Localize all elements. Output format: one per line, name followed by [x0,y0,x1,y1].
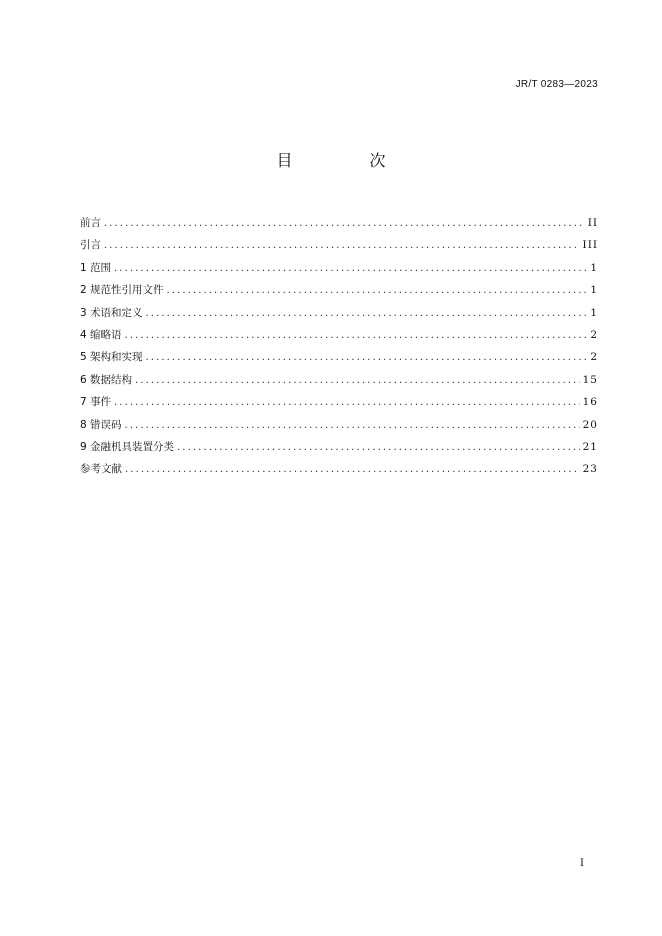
toc-dot-leader [104,213,585,235]
toc-entry-terms-definitions[interactable] [80,302,598,324]
toc-entry-page: 1 [590,306,598,319]
toc-entry-scope[interactable] [80,257,598,279]
toc-dot-leader [135,370,580,392]
toc-title: 目 次 [276,151,422,170]
toc-entry-page: 15 [582,373,598,386]
toc-dot-leader [114,258,587,280]
toc-entry-label: 参考文献 [80,463,122,476]
toc-dot-leader [125,459,580,481]
toc-entry-page: II [587,217,598,229]
toc-dot-leader [104,235,580,257]
toc-entry-label: 3 术语和定义 [80,306,143,319]
toc-entry-device-classification[interactable] [80,436,598,458]
toc-entry-events[interactable] [80,391,598,413]
toc-dot-leader [167,280,588,302]
toc-entry-page: 2 [590,351,598,364]
toc-entry-normative-references[interactable] [80,279,598,301]
toc-entry-label: 2 规范性引用文件 [80,284,164,297]
toc-entry-page: 1 [590,284,598,297]
toc-dot-leader [177,437,580,459]
toc-entry-label: 6 数据结构 [80,373,133,386]
toc-entry-introduction[interactable] [80,234,598,256]
table-of-contents [80,212,598,481]
standard-code: JR/T 0283—2023 [515,79,598,90]
toc-entry-page: 23 [582,463,598,476]
toc-entry-label: 1 范围 [80,261,112,274]
toc-entry-foreword[interactable] [80,212,598,234]
toc-entry-label: 9 金融机具装置分类 [80,440,175,453]
toc-dot-leader [125,325,588,347]
toc-dot-leader [146,347,588,369]
toc-entry-page: 16 [582,396,598,409]
toc-dot-leader [114,392,580,414]
toc-entry-data-structures[interactable] [80,369,598,391]
toc-entry-page: III [582,239,598,252]
toc-entry-label: 8 错误码 [80,418,122,431]
page-number: I [580,858,584,869]
toc-entry-architecture[interactable] [80,346,598,368]
toc-entry-error-codes[interactable] [80,414,598,436]
toc-entry-page: 2 [590,328,598,341]
toc-entry-label: 前言 [80,217,101,229]
toc-entry-page: 20 [582,418,598,431]
toc-entry-page: 21 [582,440,598,453]
toc-entry-page: 1 [590,261,598,274]
toc-entry-label: 引言 [80,239,101,252]
toc-dot-leader [146,303,588,325]
toc-dot-leader [125,415,580,437]
toc-entry-bibliography[interactable] [80,458,598,480]
toc-entry-abbreviations[interactable] [80,324,598,346]
toc-entry-label: 5 架构和实现 [80,351,143,364]
toc-entry-label: 7 事件 [80,396,112,409]
toc-entry-label: 4 缩略语 [80,328,122,341]
